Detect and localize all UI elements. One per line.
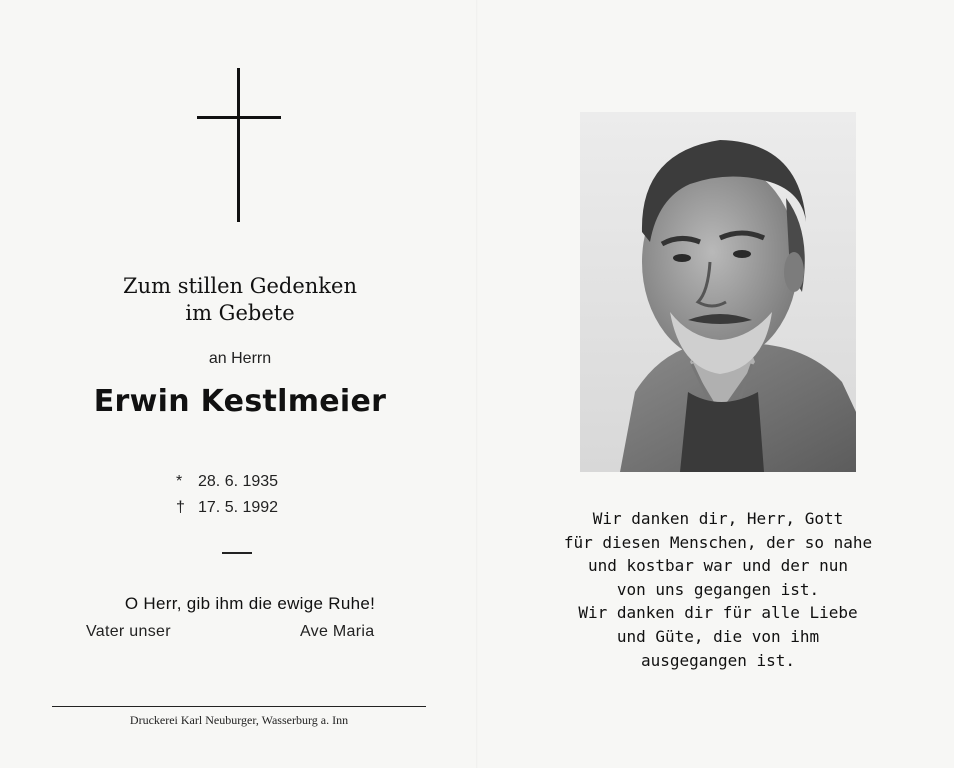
verse-line: Wir danken dir, Herr, Gott [592, 509, 844, 528]
separator-dash [222, 552, 252, 554]
portrait-image [580, 112, 856, 472]
printer-credit: Druckerei Karl Neuburger, Wasserburg a. Inn [129, 713, 349, 727]
dedication-to: an Herrn [208, 350, 272, 367]
printer-rule [52, 706, 426, 707]
verse-line: ausgegangen ist. [640, 650, 796, 670]
death-symbol: † [176, 499, 185, 516]
verse-block [540, 507, 896, 672]
birth-symbol: * [176, 473, 183, 490]
life-dates [176, 469, 278, 521]
verse-line: Wir danken dir für alle Liebe [578, 603, 858, 623]
memory-line-1: Zum stillen Gedenken [123, 274, 357, 298]
birth-row [176, 469, 278, 495]
card-fold [476, 0, 478, 768]
vater-unser: Vater unser [86, 623, 171, 640]
birth-date: 28. 6. 1935 [198, 473, 279, 490]
verse-line: und kostbar war und der nun [587, 556, 849, 576]
ave-maria: Ave Maria [300, 623, 375, 640]
verse-line: von uns gegangen ist. [616, 579, 820, 599]
memory-line-2: im Gebete [185, 301, 295, 325]
portrait-photo [580, 112, 856, 472]
death-row [176, 495, 278, 521]
verse-line: für diesen Menschen, der so nahe [563, 532, 873, 552]
cross-icon [197, 68, 281, 222]
memory-heading [90, 273, 390, 327]
death-date: 17. 5. 1992 [198, 499, 279, 516]
verse-line: und Güte, die von ihm [616, 626, 820, 646]
prayer-line: O Herr, gib ihm die ewige Ruhe! [124, 594, 376, 613]
deceased-name: Erwin Kestlmeier [93, 384, 387, 419]
